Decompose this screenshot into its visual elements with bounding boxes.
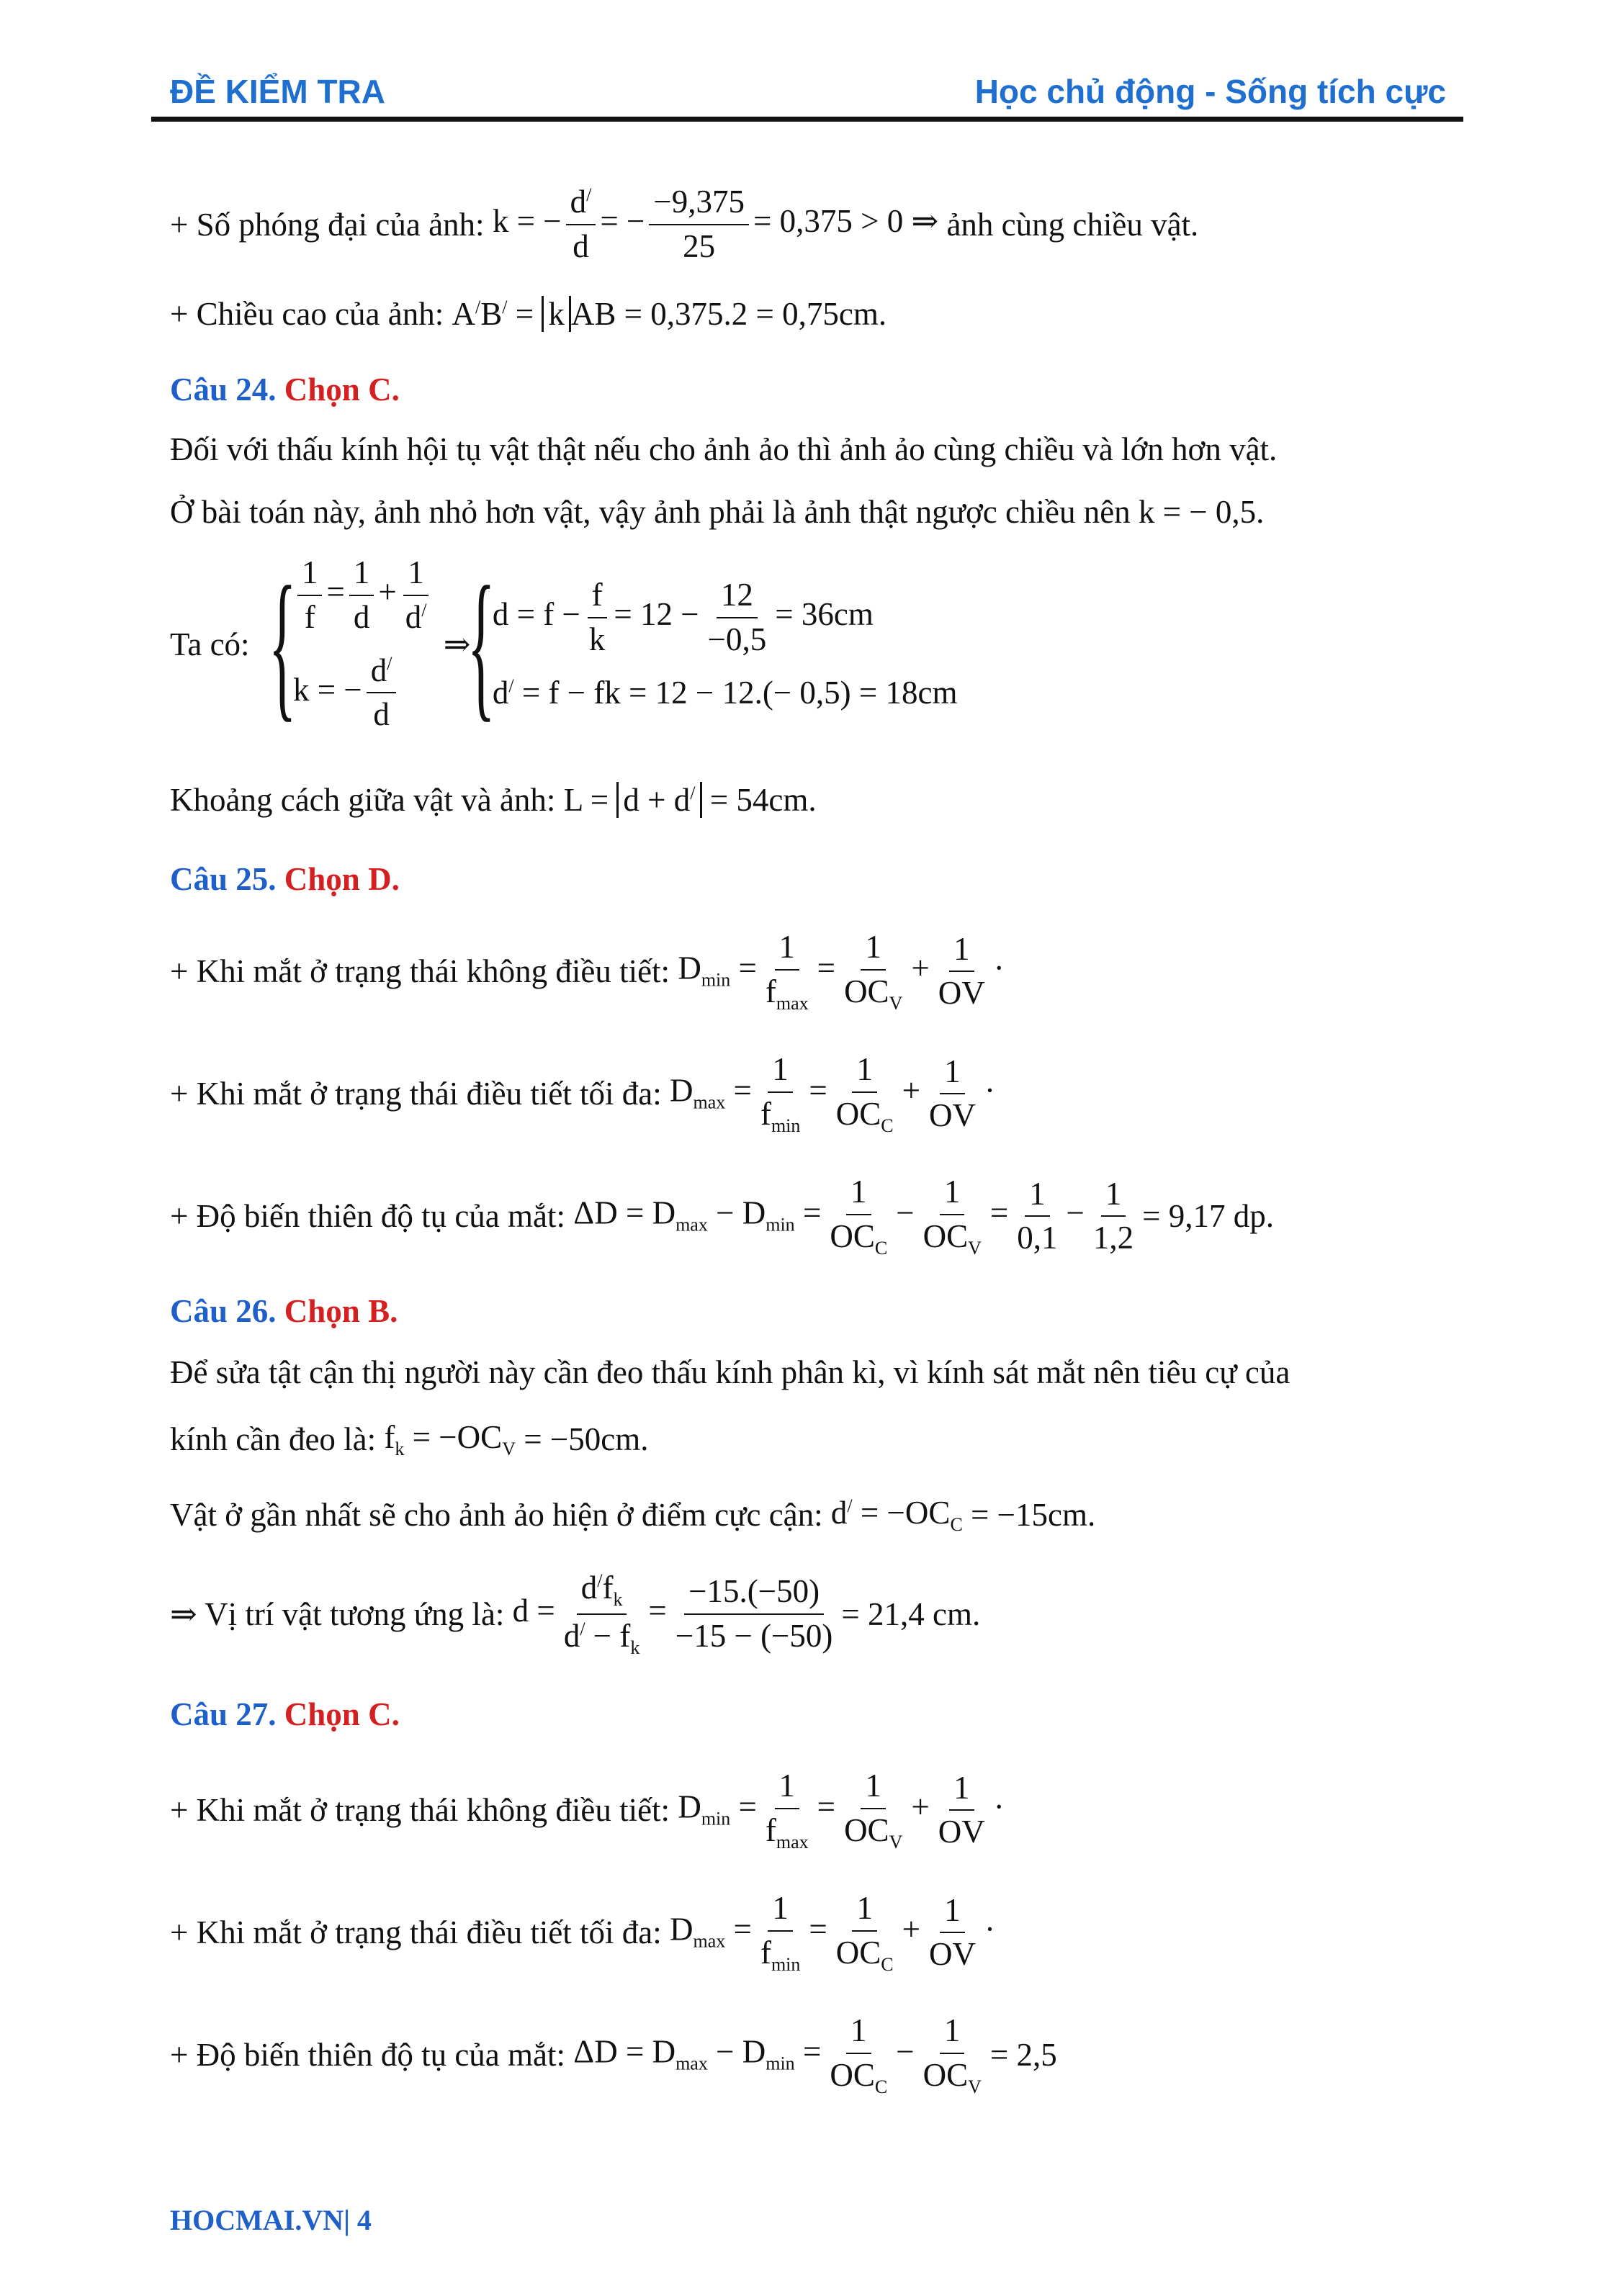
q26-object-position: ⇒ Vị trí vật tương ứng là: d = $\frac{d^/f_k}{d^/ - f_k}$ = $\frac{-15.(-50)}{-15 - (-50)}$ = 21,4 cm.: [170, 1570, 981, 1658]
question-25-heading: Câu 25. Chọn D.: [170, 861, 400, 897]
q24-statement-2: Ở bài toán này, ảnh nhỏ hơn vật, vậy ảnh phải là ảnh thật ngược chiều nên k = − 0,5.: [170, 494, 1265, 530]
q27-power-change: + Độ biến thiên độ tụ của mắt: $\Delta D = D_{max} - D_{min}$ = $\frac{1}{OC_C}$ − $\frac{1}{OC_V}$ = 2,5: [170, 2012, 1057, 2097]
q25-relaxed-eye: + Khi mắt ở trạng thái không điều tiết: $D_{min}$ = $\frac{1}{f_{max}}$ = $\frac{1}{OC_V}$ + $\frac{1}{OV}$ ·: [170, 929, 1005, 1014]
question-27-heading: Câu 27. Chọn C.: [170, 1696, 400, 1732]
q26-near-point: Vật ở gần nhất sẽ cho ảnh ảo hiện ở điểm cực cận: $d^/ = -OC_C$ = −15cm.: [170, 1495, 1096, 1535]
q25-power-change: + Độ biến thiên độ tụ của mắt: $\Delta D = D_{max} - D_{min}$ = $\frac{1}{OC_C}$ − $\frac{1}{OC_V}$ = $\frac{1}{0,1}$ − $\frac{1}{1,2}$ = 9,17 dp.: [170, 1174, 1275, 1259]
q27-relaxed-eye: + Khi mắt ở trạng thái không điều tiết: $D_{min}$ = $\frac{1}{f_{max}}$ = $\frac{1}{OC_V}$ + $\frac{1}{OV}$ ·: [170, 1768, 1005, 1852]
header-divider: [151, 117, 1463, 122]
q25-accommodated-eye: + Khi mắt ở trạng thái điều tiết tối đa: $D_{max}$ = $\frac{1}{f_{min}}$ = $\frac{1}{OC_C}$ + $\frac{1}{OV}$ ·: [170, 1051, 996, 1136]
q24-system: Ta có: { $\frac{1}{f}$ = $\frac{1}{d}$ + $\frac{1}{d^/}$ k = − $\frac{d^/}{d}$ ⇒ { d = f − $\frac{f}{k}$ = 12 − $\frac{12}{-0,5}$ = 36cm d/ = f − fk = 12 − 12.(− 0,5) = 18cm: [170, 552, 958, 736]
page-footer: HOCMAI.VN| 4: [170, 2204, 372, 2236]
question-26-heading: Câu 26. Chọn B.: [170, 1293, 398, 1329]
q24-distance: Khoảng cách giữa vật và ảnh: L = d + d/ = 54cm.: [170, 782, 817, 818]
magnification-line: + Số phóng đại của ảnh: k = − $\frac{d^/}{d}$ = − $\frac{-9,375}{25}$ = 0,375 > 0 ⇒ ảnh cùng chiều vật.: [170, 184, 1199, 264]
q24-statement-1: Đối với thấu kính hội tụ vật thật nếu cho ảnh ảo thì ảnh ảo cùng chiều và lớn hơn vật.: [170, 431, 1278, 467]
question-24-heading: Câu 24. Chọn C.: [170, 372, 400, 408]
header-title: ĐỀ KIỂM TRA: [170, 73, 385, 110]
header-slogan: Học chủ động - Sống tích cực: [974, 73, 1446, 110]
q26-focal-length: kính cần đeo là: $f_k = -OC_V$ = −50cm.: [170, 1419, 649, 1459]
q27-accommodated-eye: + Khi mắt ở trạng thái điều tiết tối đa: $D_{max}$ = $\frac{1}{f_{min}}$ = $\frac{1}{OC_C}$ + $\frac{1}{OV}$ ·: [170, 1890, 996, 1975]
q26-statement-1: Để sửa tật cận thị người này cần đeo thấu kính phân kì, vì kính sát mắt nên tiêu cự của: [170, 1354, 1290, 1390]
image-height-line: + Chiều cao của ảnh: A/B/ = k AB = 0,375.2 = 0,75cm.: [170, 296, 887, 332]
